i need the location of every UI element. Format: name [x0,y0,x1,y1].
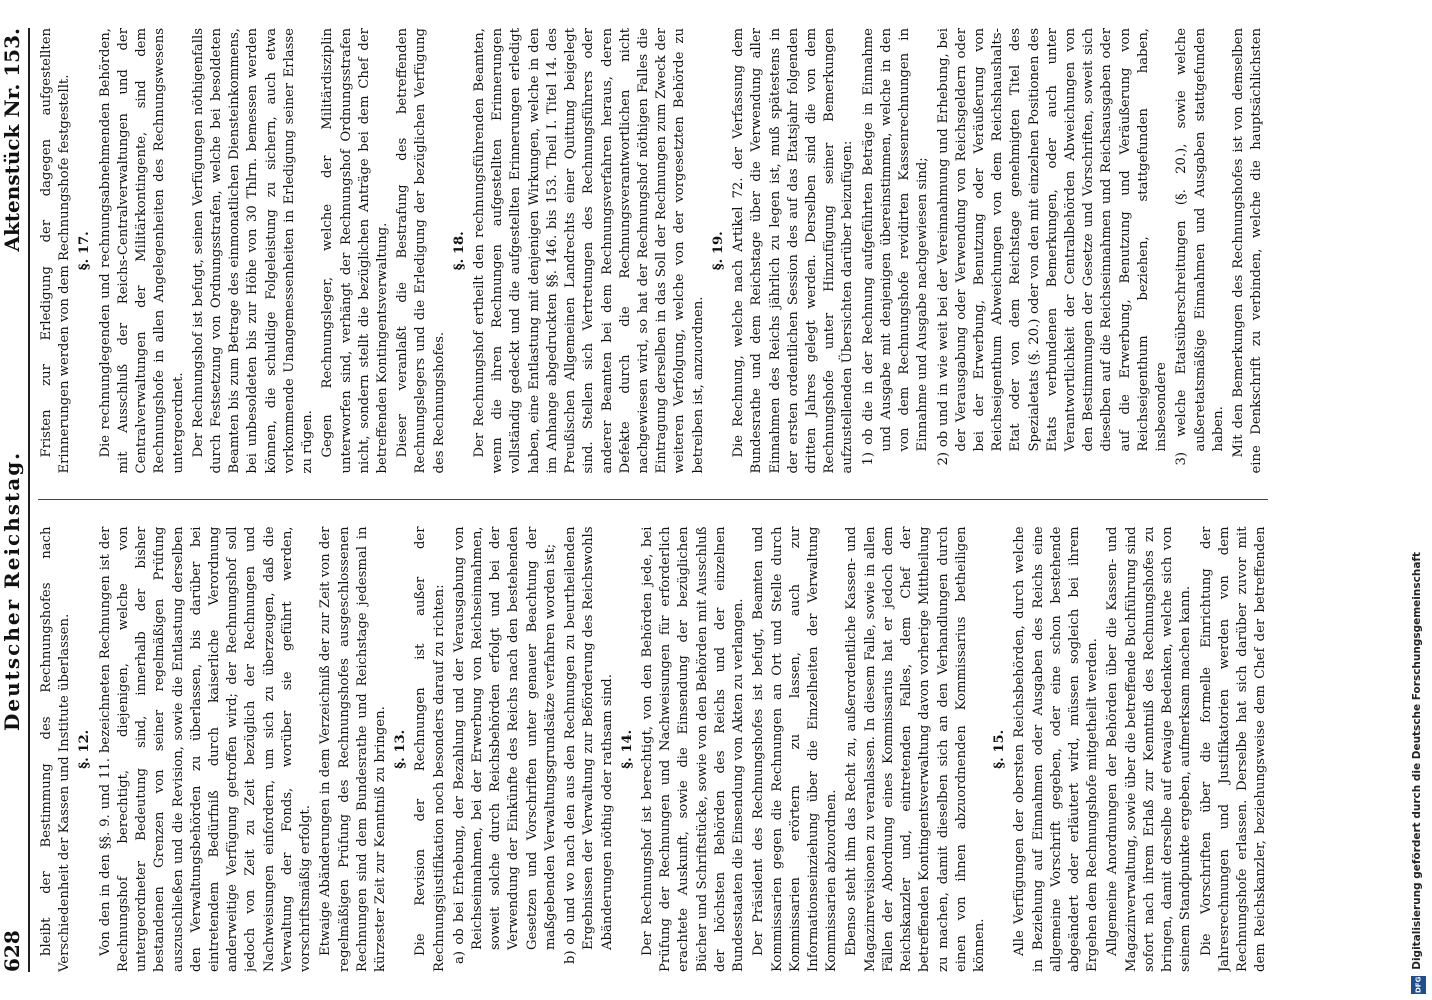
page-content [0,28,1360,972]
paragraph: Etwaige Abänderungen in dem Verzeichniß der zur Zeit von der regelmäßigen Prüfung des Rechnungshofes ausgeschlossenen Rechnungen sind dem Bundesrathe und Reichstage jedesmal in kürzester Zeit zur Kenntniß zu bringen. [318,526,388,972]
paragraph: Dieser veranlaßt die Bestrafung des betreffenden Rechnungslegers und die Erledigung der bezüglichen Verfügung des Rechnungshofes. [395,28,447,474]
list-item: 1) ob die in der Rechnung aufgeführten Beträge in Einnahme und Ausgabe mit denjenigen übereinstimmen, welche in den von dem Rechnungshofe revidirten Kassenrechnungen in Einnahme und Ausgabe nachgewiesen sind; [860,28,931,466]
paragraph: Ebenso steht ihm das Recht zu, außerordentliche Kassen- und Magazinrevisionen zu veranlassen. In diesem Falle, sowie in allen Fällen der Abordnung eines Kommissarius hat er jedoch dem Reichskanzler und, eintretenden Falles, dem Chef der betreffenden Kontingentsverwaltung davon vorherige Mittheilung zu machen, damit dieselben sich an den Verhandlungen durch einen von ihnen abzuordnenden Kommissarius betheiligen können. [844,526,987,972]
paragraph: Die Rechnung, welche nach Artikel 72. der Verfassung dem Bundesrathe und dem Reichstage über die Verwendung aller Einnahmen des Reichs jährlich zu legen ist, muß spätestens in der ersten ordentlichen Session des auf das Etatsjahr folgenden dritten Jahres gelegt werden. Derselben sind die von dem Rechnungshofe unter Hinzufügung seiner Bemerkungen aufzustellenden Übersichten darüber beizufügen: [731,28,856,474]
section-heading: §. 14. [619,729,635,769]
digitization-footer [1408,0,1430,1000]
section-heading: §. 17. [77,231,93,271]
paragraph: Der Rechnungshof ist berechtigt, von den Behörden jede, bei Prüfung der Rechnungen und Nachweisungen für erforderlich erachtete Auskunft, sowie die Einsendung der bezüglichen Bücher und Schriftstücke, sowie von den Behörden mit Ausschluß der höchsten Behörden des Reichs und der einzelnen Bundesstaaten die Einsendung von Akten zu verlangen. [640,526,747,972]
page-title: Deutscher Reichstag. [0,450,24,731]
paragraph: Der Rechnungshof ertheilt den rechnungsführenden Beamten, wenn die ihren Rechnungen aufgestellten Erinnerungen vollständig gedeckt und die aufgestellten Erinnerungen erledigt haben, eine Entlastung mit denjenigen Wirkungen, welche in den im Anhange abgedruckten §§. 146. bis 153. Theil I. Titel 14. des Preußischen Allgemeinen Landrechts einer Quittung beigelegt sind. Stellen sich Vertretungen des Rechnungsführers oder anderer Beamten bei dem Rechnungsverfahren heraus, deren Defekte durch die Rechnungsverantwortlichen nicht nachgewiesen wird, so hat der Rechnungshof nöthigen Falles die Eintragung derselben in das Soll der Rechnungen zum Zweck der weiteren Verfolgung, welche von der vorgesetzten Behörde zu betreiben ist, anzuordnen. [472,28,706,474]
dfg-logo: DFG [1411,976,1426,994]
section-heading: §. 18. [451,231,467,271]
paragraph: bleibt der Bestimmung des Rechnungshofes nach Verschiedenheit der Kassen und Institute überlassen. [39,526,73,972]
paragraph: Fristen zur Erledigung der dagegen aufgestellten Erinnerungen werden von dem Rechnungshofe festgestellt. [39,28,73,474]
paragraph: Der Rechnungshof ist befugt, seinen Verfügungen nöthigenfalls durch Festsetzung von Ordnungsstrafen, welche bei besoldeten Beamten bis zum Betrage des einmonatlichen Diensteinkommens, bei unbesoldeten bis zur Höhe von 30 Thlrn. bemessen werden können, die schuldige Folgeleistung zu sichern, auch etwa vorkommende Unangemessenheiten in Erledigung seiner Erlasse zu rügen. [190,28,316,474]
paragraph: Die rechnunglegenden und rechnungsabnehmenden Behörden, mit Ausschluß der Reichs-Centralverwaltungen und der Centralverwaltungen der Militärkontingente, sind dem Rechnungshofe in allen Angelegenheiten des Rechnungswesens untergeordnet. [97,28,186,474]
right-column [38,28,1268,474]
text-columns [38,28,1268,972]
digitization-note: Digitalisierung gefördert durch die Deutsche Forschungsgemeinschaft [1411,552,1423,970]
list-item: 3) welche Etatsüberschreitungen (§. 20.), sowie welche außeretatsmäßige Einnahmen und Ausgaben stattgefunden haben. [1174,28,1226,466]
section-heading: §. 12. [77,729,93,769]
section-heading: §. 13. [393,729,409,769]
page-number: 628 [0,930,24,972]
left-column [38,527,1268,973]
paragraph: Die Revision der Rechnungen ist außer der Rechnungsjustifikation noch besonders darauf zu richten: [413,526,447,972]
paragraph: Gegen Rechnungsleger, welche der Militärdisziplin unterworfen sind, verhängt der Rechnungshof Ordnungsstrafen nicht, sondern stellt die bezüglichen Anträge bei dem Chef der betreffenden Kontingentsverwaltung. [320,28,390,474]
paragraph: Alle Verfügungen der obersten Reichsbehörden, durch welche in Beziehung auf Einnahmen oder Ausgaben des Reichs eine allgemeine Vorschrift gegeben, oder eine schon bestehende abgeändert oder erläutert wird, müssen sogleich bei ihrem Ergehen dem Rechnungshofe mitgetheilt werden. [1012,526,1101,972]
list-item: a) ob bei Erhebung, der Bezahlung und der Verausgabung von Reichseinnahmen, bei der Erwerbung von Reichseinnahmen, soweit solche durch Reichsbehörden erfolgt und bei der Verwendung der Einkünfte des Reichs nach den bestehenden Gesetzen und Vorschriften unter genauer Beachtung der maßgebenden Verwaltungsgrundsätze verfahren worden ist; [451,526,558,964]
appendix-label: Aktenstück Nr. 153. [0,28,24,252]
list-item: b) ob und wo nach den aus den Rechnungen zu beurtheilenden Ergebnissen der Verwaltung zur Beförderung des Reichswohls Abänderungen nöthig oder rathsam sind. [563,526,615,964]
paragraph: Die Vorschriften über die formelle Einrichtung der Jahresrechnungen und Justifikatorien werden von dem Rechnungshofe erlassen. Derselbe hat sich darüber zuvor mit dem Reichskanzler, beziehungsweise dem Chef der betreffenden [1198,526,1268,972]
paragraph: Mit den Bemerkungen des Rechnungshofes ist von demselben eine Denkschrift zu verbinden, welche die hauptsächlichsten [1231,28,1265,474]
list-item: 2) ob und in wie weit bei der Vereinnahmung und Erhebung, bei der Verausgabung oder Verwendung von Reichsgeldern oder bei der Erwerbung, Benutzung oder Veräußerung von Reichseigenthum Abweichungen von dem Reichshaushalts-Etat oder von dem Reichstage genehmigten Titel des Spezialetats (§. 20.) oder von den mit einzelnen Positionen des Etats verbundenen Bemerkungen, oder auch unter Verantwortlichkeit der Centralbehörden Abweichungen von den Bestimmungen der Gesetze und Vorschriften, soweit sich dieselben auf die Reichseinnahmen und Reichsausgaben oder auf die Erwerbung, Benutzung und Veräußerung von Reichseigenthum beziehen, stattgefunden haben, insbesondere [935,28,1170,466]
page-header [0,28,30,972]
section-heading: §. 19. [710,231,726,271]
section-heading: §. 15. [992,729,1008,769]
paragraph: Allgemeine Anordnungen der Behörden über die Kassen- und Magazinverwaltung, sowie über die betreffende Buchführung sind sofort nach ihrem Erlaß zur Kenntniß des Rechnungshofes zu bringen, damit derselbe auf etwaige Bedenken, welche sich von seinem Standpunkte ergeben, aufmerksam machen kann. [1105,526,1194,972]
paragraph: Der Präsident des Rechnungshofes ist befugt, Beamten und Kommissarien gegen die Rechnungen an Ort und Stelle durch Kommissarien erörtern zu lassen, auch zur Informationseinziehung über die Einzelheiten der Verwaltung Kommissarien abzuordnen. [751,526,840,972]
column-divider [38,500,1268,501]
paragraph: Von den in den §§. 9. und 11. bezeichneten Rechnungen ist der Rechnungshof berechtigt, diejenigen, welche von untergeordneter Bedeutung sind, innerhalb der bisher bestandenen Grenzen von seiner regelmäßigen Prüfung auszuschließen und die Revision, sowie die Entlastung derselben den Verwaltungsbehörden zu überlassen, bis darüber bei eintretendem Bedürfniß durch kaiserliche Verordnung anderweitige Verfügung getroffen wird; der Rechnungshof soll jedoch von Zeit zu Zeit bezüglich der Rechnungen und Nachweisungen einfordern, um sich zu überzeugen, daß die Verwaltung der Fonds, worüber sie geführt werden, vorschriftsmäßig erfolgt. [97,526,314,972]
